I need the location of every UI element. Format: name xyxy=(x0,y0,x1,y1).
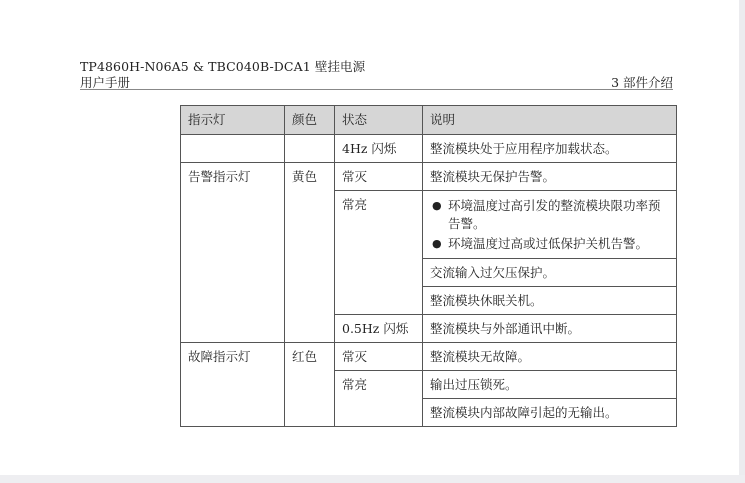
table-cell-state: 常灭 xyxy=(335,343,423,371)
table-cell-color xyxy=(285,135,335,163)
bullet-list xyxy=(430,197,669,253)
column-header-description: 说明 xyxy=(423,106,677,135)
page-gutter-bottom xyxy=(0,475,745,483)
table-cell-description: 整流模块内部故障引起的无输出。 xyxy=(423,399,677,427)
table-header-row xyxy=(181,106,677,135)
list-item: ● 环境温度过高引发的整流模块限功率预告警。 xyxy=(432,198,661,231)
table-cell-state: 常灭 xyxy=(335,163,423,191)
table-row xyxy=(181,163,677,191)
page-gutter-right xyxy=(739,0,745,483)
table-cell-description: 整流模块无保护告警。 xyxy=(423,163,677,191)
bullet-icon: ● xyxy=(432,199,442,212)
column-header-color: 颜色 xyxy=(285,106,335,135)
table-cell-indicator: 故障指示灯 xyxy=(181,343,285,427)
header-divider xyxy=(80,89,673,90)
table-cell-description: 整流模块休眠关机。 xyxy=(423,287,677,315)
table-cell-state: 4Hz 闪烁 xyxy=(335,135,423,163)
document-title: TP4860H-N06A5 & TBC040B-DCA1 壁挂电源 xyxy=(80,59,366,74)
table-cell-state: 常亮 xyxy=(335,371,423,427)
section-label: 3 部件介绍 xyxy=(611,75,673,90)
table-cell-state: 0.5Hz 闪烁 xyxy=(335,315,423,343)
document-subtitle: 用户手册 xyxy=(80,75,131,90)
table-cell-color: 红色 xyxy=(285,343,335,427)
table-cell-description: 整流模块处于应用程序加载状态。 xyxy=(423,135,677,163)
table-row xyxy=(181,343,677,371)
indicator-table xyxy=(180,105,677,427)
table-cell-indicator xyxy=(181,135,285,163)
table-cell-description: 整流模块无故障。 xyxy=(423,343,677,371)
table-row xyxy=(181,135,677,163)
table-cell-description xyxy=(423,191,677,259)
column-header-indicator: 指示灯 xyxy=(181,106,285,135)
column-header-state: 状态 xyxy=(335,106,423,135)
table-cell-description: 输出过压锁死。 xyxy=(423,371,677,399)
list-item: ● 环境温度过高或过低保护关机告警。 xyxy=(432,236,649,251)
table-cell-description: 整流模块与外部通讯中断。 xyxy=(423,315,677,343)
table-cell-color: 黄色 xyxy=(285,163,335,343)
table-cell-state: 常亮 xyxy=(335,191,423,315)
table-cell-description: 交流输入过欠压保护。 xyxy=(423,259,677,287)
bullet-icon: ● xyxy=(432,237,442,250)
table-cell-indicator: 告警指示灯 xyxy=(181,163,285,343)
